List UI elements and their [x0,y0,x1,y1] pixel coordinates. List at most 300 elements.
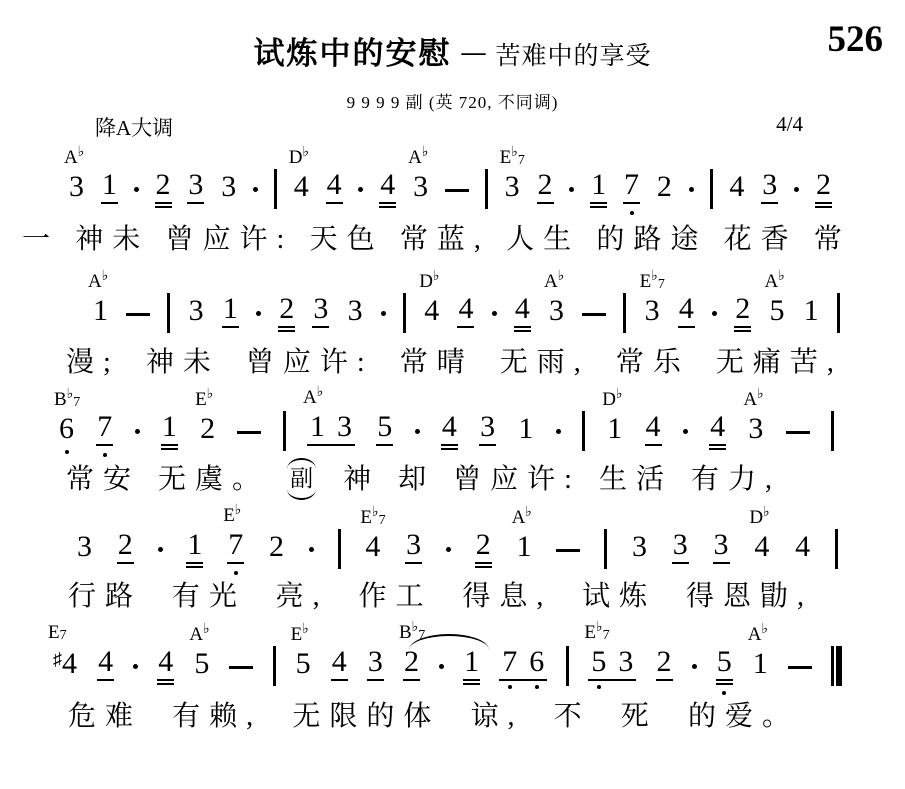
chord-extension: 7 [73,395,81,410]
page-title: 试炼中的安慰 [253,36,452,71]
chord-extension: 7 [378,513,386,528]
refrain-marker: 副 [290,465,313,494]
chord-label [584,621,609,643]
chord-label [189,623,209,644]
note-4 [728,172,745,204]
note-2 [537,170,554,204]
note-digit: 3 [504,170,520,203]
barline [710,169,713,209]
dotted-note-dot [134,187,139,192]
note-digit: 2 [278,294,295,328]
dotted-note-dot [569,187,574,192]
low-octave-dot [65,450,69,454]
note-2 [734,294,751,328]
note-5 [716,647,733,681]
note-4 [678,294,695,328]
chord-root: E [499,147,512,168]
lyric-group: 行路 [68,581,143,612]
note-digit: 4 [424,294,440,327]
dotted-note-dot [712,311,717,316]
chord-root: A [764,271,779,292]
chord-label [303,386,323,407]
note-3: 3 [336,410,352,443]
note-digit: 2 [656,170,672,203]
note-digit: 4 [754,530,770,563]
note-digit: 4 [645,412,662,446]
chord-root: E [195,389,207,410]
sharp-symbol: ♯ [53,649,62,669]
lyric-group: 却 [398,464,436,495]
note-1 [803,296,820,328]
group-digits [499,647,547,681]
lyric-group: 有光 [171,581,246,612]
low-octave-dot [535,685,539,689]
flat-symbol: ♭ [763,505,770,520]
lyric-group: 有赖, [172,701,263,732]
note-5 [290,622,312,681]
lyric-group: 天色 [309,224,384,255]
note-digit: 5 [769,294,785,327]
note-extension-dash [237,431,261,434]
flat-symbol: ♭ [206,387,214,402]
dotted-note-dot [133,664,138,669]
lyric-group: 有力, [690,464,781,495]
note-digit: 3 [672,530,689,564]
note-extension-dash [786,431,810,434]
chord-label [54,388,80,410]
flat-symbol: ♭ [761,622,769,637]
note-1 [590,170,607,204]
note-digit: 3 [347,294,363,327]
lyric-group: 的爱。 [687,701,799,732]
flat-symbol: ♭ [77,145,85,160]
lyric-group: 曾应许: [165,224,294,255]
note-digit: 1 [752,647,768,680]
note-4 [360,505,386,564]
note-3 [188,296,205,328]
lyric-group: 常安 [66,464,141,495]
page-subtitle: 苦难中的享受 [495,42,652,70]
note-4 [97,647,114,681]
note-3 [76,532,93,564]
note-1 [222,294,239,328]
note-digit: 5 [194,647,210,680]
dotted-note-dot [309,547,314,552]
note-digit: 6 [59,412,74,445]
lyric-group: 曾应许: [453,464,581,495]
note-digit: 2 [268,530,284,563]
barline [274,169,277,209]
note-2 [117,530,134,564]
beamed-note-group [584,620,636,681]
note-5: 5 [589,647,608,677]
barline [338,529,341,569]
note-digit: 4 [379,170,396,204]
chord-root: A [747,624,762,645]
note-4 [379,170,396,204]
chord-root: D [602,389,616,410]
lyric-group: 危难 [68,701,143,732]
note-digit: 2 [656,647,673,681]
dotted-note-dot [415,429,420,434]
note-digit: 3 [69,170,84,203]
flat-symbol: ♭ [411,620,419,635]
group-digits [588,647,636,681]
music-line-5 [48,619,842,681]
note-digit: 3 [367,647,384,681]
note-3 [405,530,422,564]
chord-label [289,146,309,167]
chord-root: E [360,507,372,528]
note-digit: 3 [77,530,92,563]
note-digit: 3 [644,294,660,327]
chord-label [749,506,769,527]
chord-root: D [749,507,764,528]
flat-symbol: ♭ [525,505,532,520]
note-2 [815,170,832,204]
group-digits [307,412,355,446]
note-7 [623,170,640,204]
low-octave-dot [508,685,512,689]
lyrics-line-4 [68,579,813,614]
title-separator: — [461,40,486,66]
lyric-group: 常乐 [615,347,690,378]
barline [831,411,834,451]
lyric-group: 得息, [462,581,553,612]
dotted-note-dot [439,664,444,669]
lyrics-line-1 [22,222,851,257]
flat-symbol: ♭ [421,145,429,160]
chord-label [500,146,525,168]
note-3 [408,145,429,204]
note-digit: 3 [713,530,730,564]
note-digit: 1 [161,412,178,446]
note-3: 3 [618,645,634,678]
note-4 [749,505,770,564]
note-digit: 3 [479,412,496,446]
dotted-note-dot [256,311,261,316]
lyric-group: 常晴 [399,347,474,378]
note-2 [398,620,426,681]
note-4 [157,647,174,681]
lyric-group: 亮, [275,581,329,612]
note-extension-dash [126,313,150,316]
flat-symbol: ♭ [302,622,309,637]
note-3 [631,532,648,564]
chord-label [743,388,763,409]
chord-root: A [408,147,422,168]
dotted-note-dot [253,187,258,192]
chord-label [360,506,385,528]
flat-symbol: ♭ [432,269,440,284]
note-3 [713,530,730,564]
chord-label [48,623,67,643]
chord-root: A [64,147,78,168]
music-line-1 [64,142,832,204]
dotted-note-dot [692,664,697,669]
note-4 [709,412,726,446]
barline [582,411,585,451]
chord-label [640,270,665,292]
note-1 [511,505,533,564]
note-digit: 3 [631,530,647,563]
note-digit: 2 [815,170,832,204]
lyric-group: 漫; [66,347,120,378]
note-3 [761,170,778,204]
flat-symbol: ♭ [234,503,242,518]
chord-root: B [54,389,67,410]
note-extension-dash [445,189,469,192]
chord-label [291,623,309,644]
final-barline [831,646,842,686]
note-4 [331,647,348,681]
chord-label [512,506,532,527]
note-1 [463,647,480,681]
flat-symbol: ♭ [302,145,310,160]
chord-label [544,270,564,291]
lyric-group: 神未 [75,224,150,255]
note-1 [101,170,118,204]
note-6 [54,387,81,446]
chord-root: D [288,147,303,168]
note-digit: 2 [537,170,554,204]
barline [485,169,488,209]
chord-root: A [743,389,758,410]
lyric-group: 谅, [470,701,524,732]
note-digit: 3 [312,294,329,328]
flat-symbol: ♭ [203,622,210,637]
note-5 [376,412,393,446]
dotted-note-dot [158,547,163,552]
flat-symbol: ♭ [615,387,623,402]
note-digit: 3 [761,170,778,204]
flat-symbol: ♭ [316,385,324,400]
note-digit: 5 [295,647,311,680]
note-digit: 2 [734,294,751,328]
chord-label [408,146,428,167]
barline [604,529,607,569]
note-3 [499,145,525,204]
dotted-note-dot [381,311,386,316]
lyric-group: 一 [22,224,60,255]
note-digit: 1 [518,412,534,445]
note-digit: 1 [803,294,819,327]
barline [403,293,406,333]
lyrics-line-5 [68,699,799,734]
chord-extension: 7 [517,153,525,168]
chord-label [602,388,622,409]
dotted-note-dot [135,429,140,434]
barline [283,411,286,451]
dotted-note-dot [689,187,694,192]
barline [835,529,838,569]
note-3 [544,269,565,328]
note-digit: 7 [227,530,244,564]
chord-root: E [48,622,60,643]
note-3 [672,530,689,564]
note-2 [195,387,216,446]
note-digit: 3 [405,530,422,564]
lyric-group: 死 [620,701,658,732]
note-2 [656,647,673,681]
lyric-group: 神未 [145,347,220,378]
flat-symbol: ♭ [557,269,565,284]
note-digit: 1 [93,294,108,327]
note-1: 1 [309,410,325,443]
chord-root: E [584,622,597,643]
lyric-group: 得恩勖, [685,581,813,612]
note-digit: 3 [187,170,204,204]
note-4 [326,170,343,204]
note-5 [189,622,210,681]
flat-symbol: ♭ [596,620,603,635]
lyric-group: 人生 [506,224,581,255]
note-4 [794,532,811,564]
note-digit: 1 [463,647,480,681]
note-4 [514,294,531,328]
note-digit: 3 [549,294,565,327]
chord-root: A [511,507,526,528]
lyric-group: 生活 [598,464,673,495]
note-digit: 1 [607,412,623,445]
lyric-group: 常蓝, [399,224,490,255]
note-digit: 4 [157,647,174,681]
note-4 [419,269,440,328]
chord-label [195,388,213,409]
barline [167,293,170,333]
note-digit: 2 [117,530,134,564]
note-3 [347,296,364,328]
note-digit: 2 [200,412,216,445]
note-digit: 3 [413,170,429,203]
chord-root: A [88,271,102,292]
chord-root: D [419,271,433,292]
time-signature: 4/4 [776,112,803,136]
chord-root: E [290,624,303,645]
note-digit: 2 [403,647,420,681]
chord-label [764,270,784,291]
lyrics-line-2 [66,345,843,380]
low-octave-dot [722,691,726,695]
flat-symbol: ♭ [511,145,518,160]
note-digit: 4 [331,647,348,681]
note-1 [88,269,109,328]
note-digit: 7 [623,170,640,204]
low-octave-dot [597,685,601,689]
note-digit: 4 [365,530,381,563]
note-digit: 1 [101,170,118,204]
note-4 [441,412,458,446]
dotted-note-dot [358,187,363,192]
note-3 [312,294,329,328]
note-digit: 4 [326,170,343,204]
lyric-group: 曾应许: [245,347,374,378]
chord-label [88,270,108,291]
chord-root: E [223,505,235,526]
note-5 [764,269,785,328]
flat-symbol: ♭ [778,269,785,284]
note-digit: 3 [748,412,764,445]
note-digit: 1 [590,170,607,204]
note-3 [187,170,204,204]
note-extension-dash [556,549,580,552]
note-digit: 4 [795,530,811,563]
note-6: 6 [527,647,546,677]
chord-label [64,146,84,167]
note-digit: 5 [376,412,393,446]
note-2 [268,532,285,564]
note-2 [475,530,492,564]
note-3 [64,145,85,204]
note-digit: 4 [441,412,458,446]
note-7 [96,412,113,446]
note-digit: 3 [188,294,204,327]
meter-info: 9 9 9 9 副 (英 720, 不同调) [346,93,559,112]
flat-symbol: ♭ [651,269,658,284]
chord-label [223,504,241,525]
note-digit: 4 [457,294,474,328]
note-1 [186,530,203,564]
dotted-note-dot [794,187,799,192]
note-4 [48,622,78,681]
beamed-note-group [499,647,547,681]
note-digit: 5 [716,647,733,681]
chord-root: A [544,271,558,292]
note-digit: 4 [97,647,114,681]
chord-extension: 7 [602,628,610,643]
dotted-note-dot [446,547,451,552]
lyric-group: 无限的体 [292,701,441,732]
hymn-number: 526 [827,19,883,60]
barline [566,646,569,686]
note-digit: 4 [514,294,531,328]
lyric-group: 作工 [358,581,433,612]
note-1 [517,414,534,446]
chord-label [419,270,439,291]
note-3 [220,172,237,204]
note-3 [367,647,384,681]
note-digit: 4 [729,170,745,203]
flat-symbol: ♭ [101,269,109,284]
note-1 [161,412,178,446]
chord-root: B [398,622,412,643]
lyrics-line-3 [66,462,781,497]
note-digit: ♯4 [53,647,77,680]
music-line-3 [54,384,834,446]
note-7 [223,503,244,564]
note-1 [602,387,623,446]
note-digit: 4 [293,170,309,203]
key-signature: 降A大调 [95,116,174,140]
flat-symbol: ♭ [757,387,764,402]
low-octave-dot [234,571,238,575]
lyric-group: 花香 [723,224,798,255]
flat-symbol: ♭ [371,505,379,520]
beamed-note-group [302,385,355,446]
note-extension-dash [582,313,606,316]
note-2 [656,172,673,204]
note-digit: 3 [221,170,237,203]
dotted-note-dot [683,429,688,434]
note-7: 7 [500,647,519,677]
lyric-group: 试炼 [582,581,657,612]
note-digit: 2 [475,530,492,564]
chord-label [748,623,768,644]
note-digit: 4 [678,294,695,328]
note-digit: 2 [155,170,172,204]
barline [623,293,626,333]
note-digit: 1 [222,294,239,328]
